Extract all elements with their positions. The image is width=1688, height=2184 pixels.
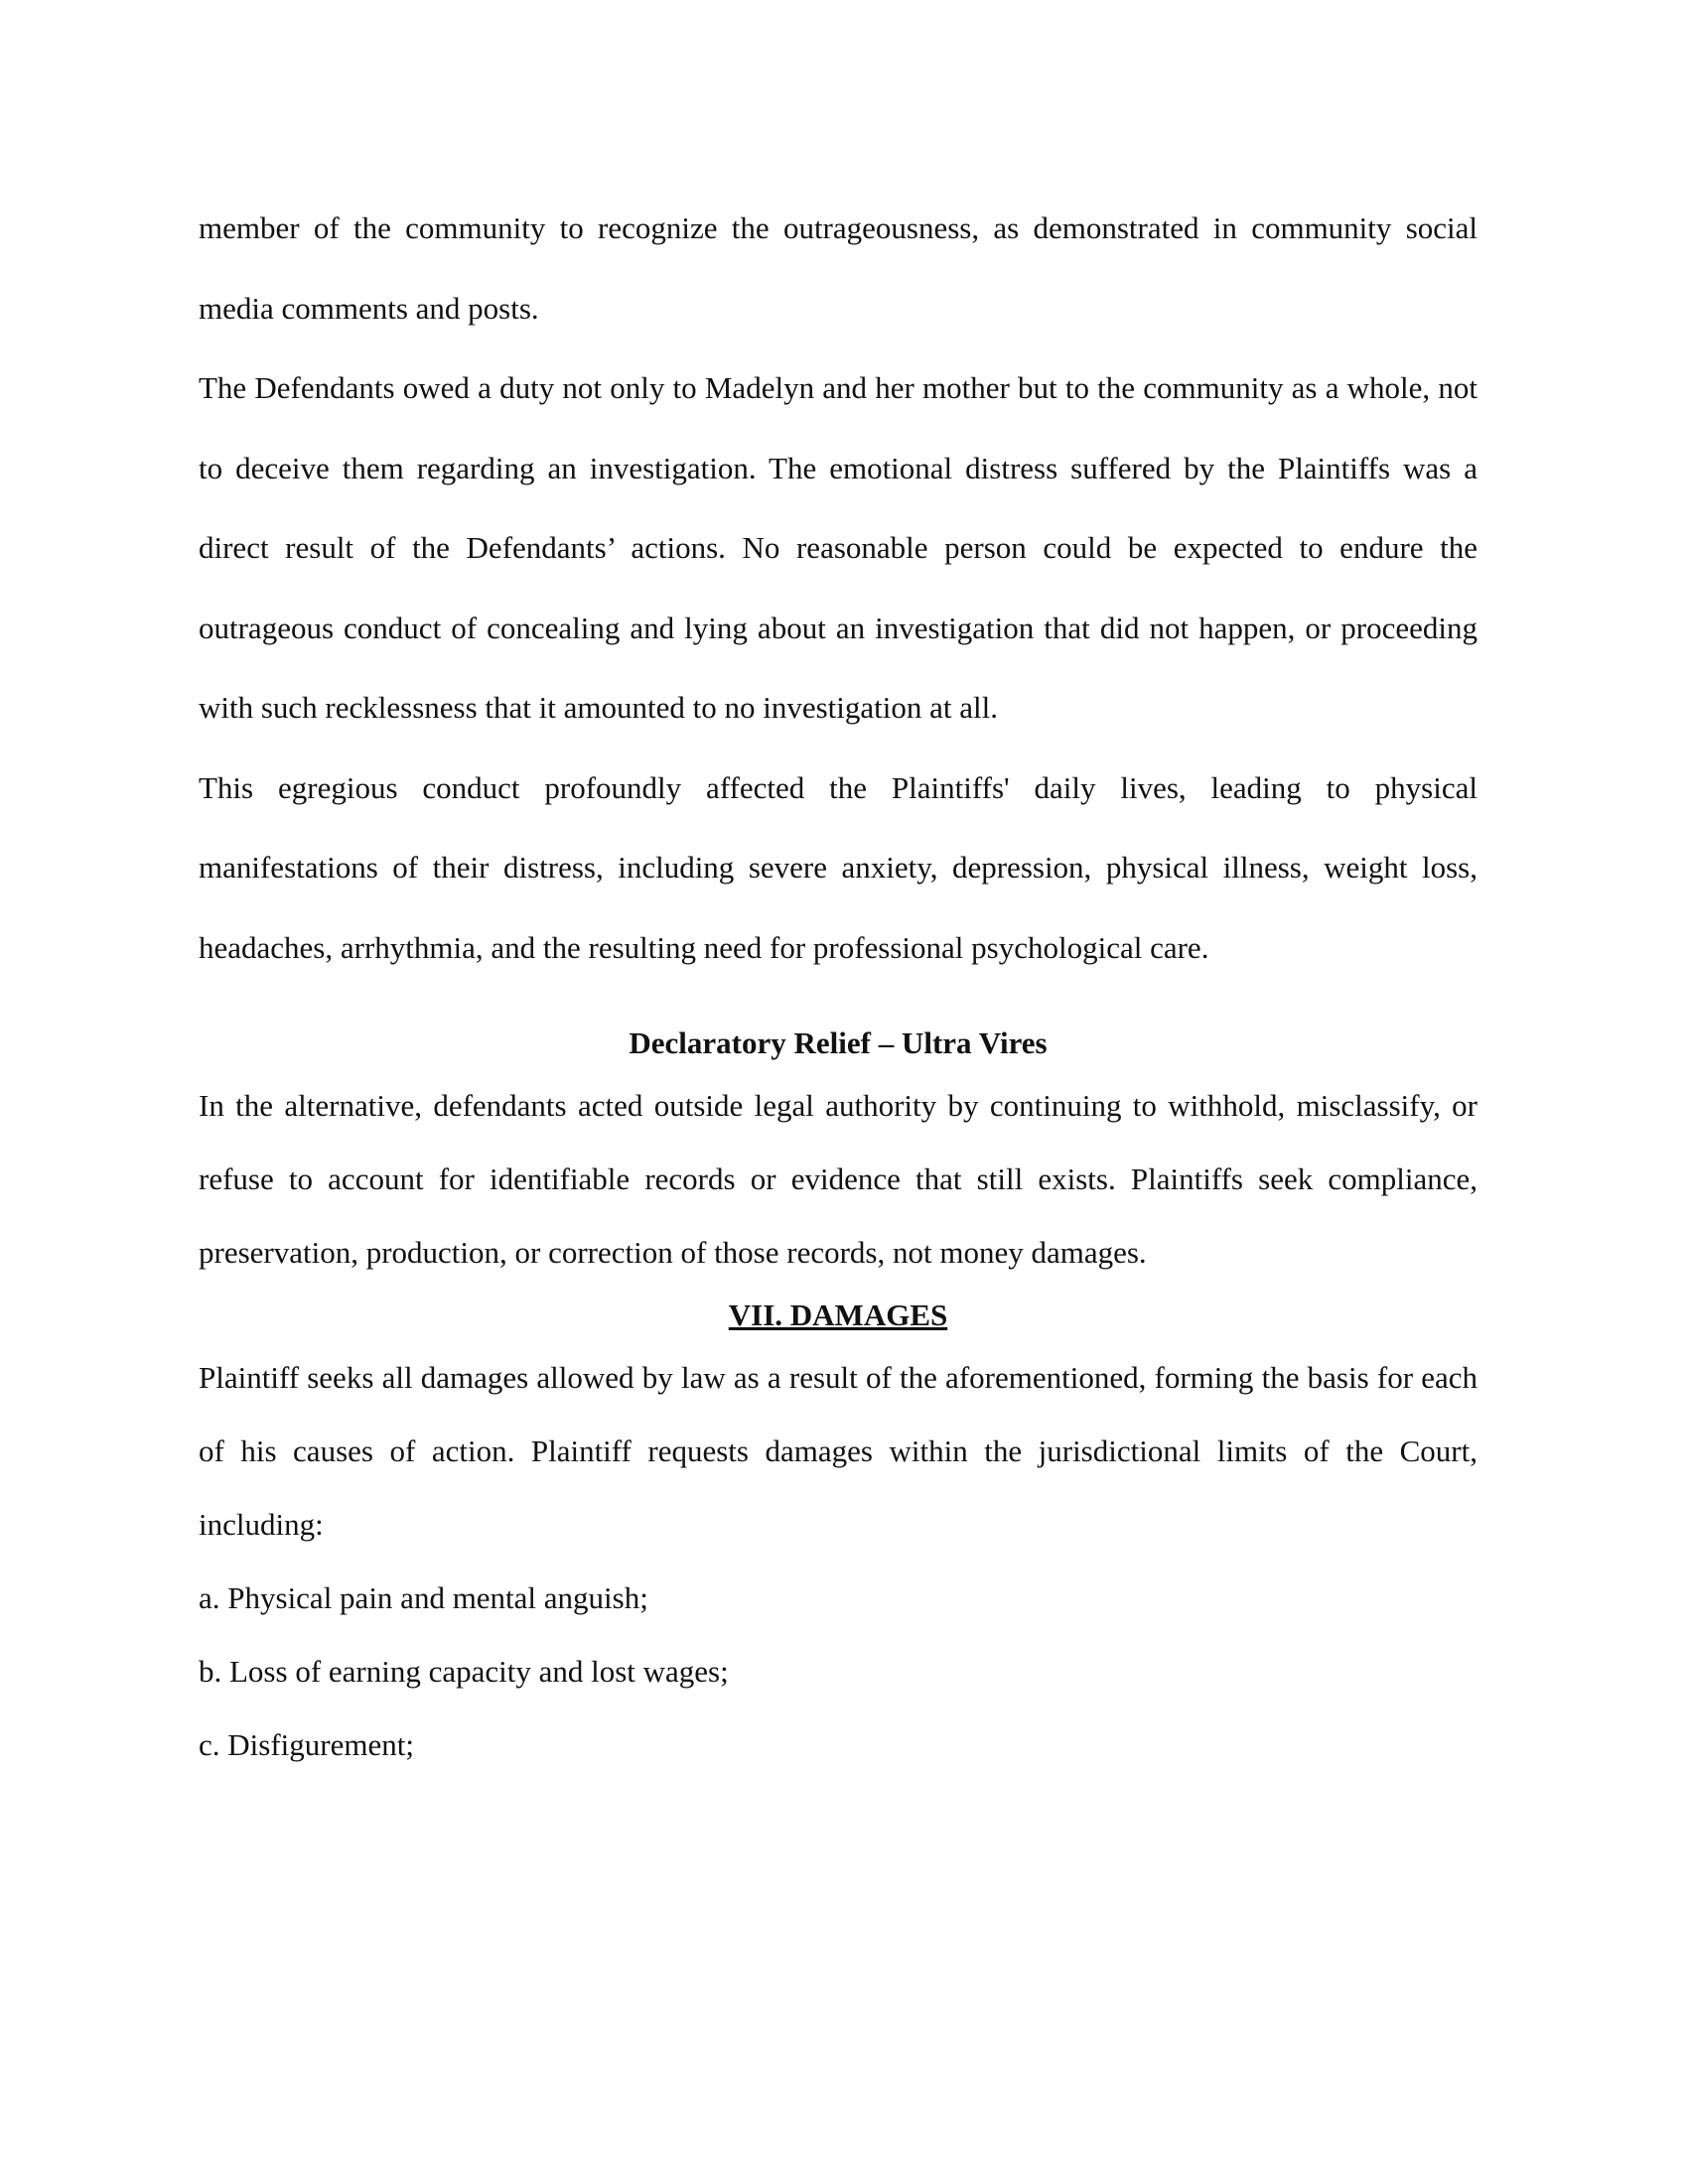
damages-list-item: c. Disfigurement; — [199, 1727, 414, 1762]
damages-list — [199, 1562, 1477, 1782]
damages-list-item: a. Physical pain and mental anguish; — [199, 1580, 648, 1615]
paragraph-damages: Plaintiff seeks all damages allowed by law as a result of the aforementioned, forming the basis for each of his causes of action. Plaintiff requests damages within the jurisdictional limits of the Court, including: — [199, 1360, 1477, 1542]
paragraph-community-outrage: member of the community to recognize the outrageousness, as demonstrated in community social media comments and posts. — [199, 210, 1477, 326]
paragraph-effects-on-plaintiffs: This egregious conduct profoundly affected the Plaintiffs' daily lives, leading to physical manifestations of their distress, including severe anxiety, depression, physical illness, weight loss, headaches, arrhythmia, and the resulting need for professional psychological care. — [199, 769, 1477, 965]
paragraph-duty-to-community: The Defendants owed a duty not only to Madelyn and her mother but to the community as a whole, not to deceive them regarding an investigation. The emotional distress suffered by the Plaintiffs was a direct result of the Defendants’ actions. No reasonable person could be expected to endure the outrageous conduct of concealing and lying about an investigation that did not happen, or proceeding with such recklessness that it amounted to no investigation at all. — [199, 370, 1477, 725]
heading-declaratory-relief: Declaratory Relief – Ultra Vires — [629, 1025, 1048, 1060]
damages-list-item: b. Loss of earning capacity and lost wages; — [199, 1654, 729, 1689]
document-page — [199, 189, 1477, 1782]
paragraph-declaratory-relief: In the alternative, defendants acted outside legal authority by continuing to withhold, misclassify, or refuse to account for identifiable records or evidence that still exists. Plaintiffs seek compliance, preservation, production, or correction of those records, not money damages. — [199, 1088, 1477, 1270]
heading-damages: VII. DAMAGES — [728, 1297, 948, 1332]
